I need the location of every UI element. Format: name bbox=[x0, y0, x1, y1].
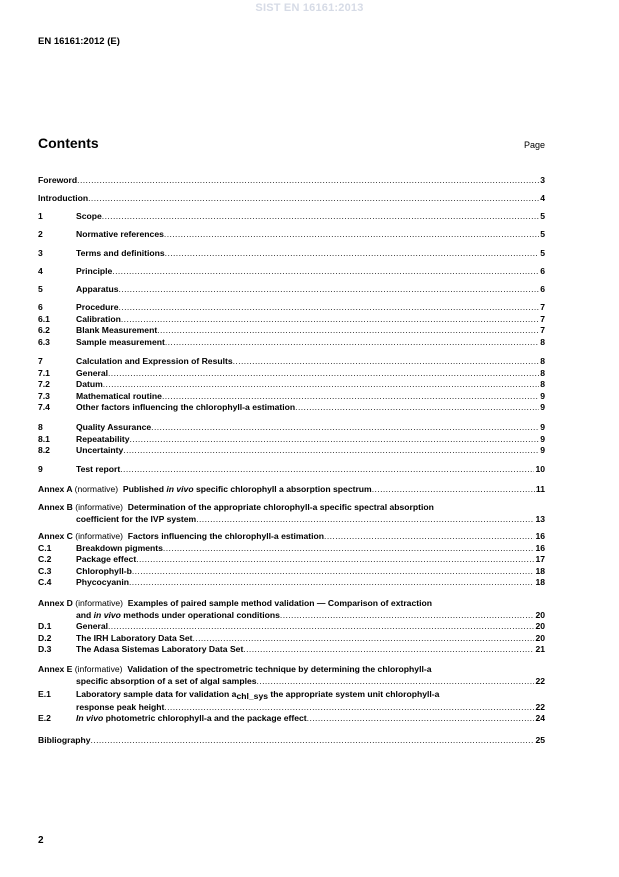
toc-number: 7.2 bbox=[38, 379, 50, 389]
toc-page: 9 bbox=[540, 433, 545, 444]
leader-dots bbox=[295, 402, 539, 414]
annex-title-line1: Examples of paired sample method validation — Comparison of extraction bbox=[127, 598, 432, 608]
toc-title: Procedure bbox=[76, 302, 119, 312]
toc-page: 20 bbox=[535, 609, 545, 620]
leader-dots bbox=[164, 229, 539, 241]
toc-page: 7 bbox=[540, 313, 545, 324]
toc-page: 9 bbox=[540, 402, 545, 412]
leader-dots bbox=[120, 464, 534, 476]
leader-dots bbox=[108, 621, 534, 633]
toc-title-line2: response peak height bbox=[76, 701, 165, 712]
annex-title-line2: coefficient for the IVP system bbox=[76, 513, 197, 524]
toc-page: 20 bbox=[535, 632, 545, 643]
toc-number: C.2 bbox=[38, 554, 52, 564]
page-number: 2 bbox=[38, 835, 44, 846]
toc-title: Repeatability bbox=[76, 433, 130, 444]
toc-number: 6.3 bbox=[38, 336, 50, 347]
toc-entry-annex-c[interactable] bbox=[38, 531, 545, 543]
toc-entry-2[interactable] bbox=[38, 229, 545, 241]
toc-page: 24 bbox=[535, 713, 545, 723]
annex-title: Factors influencing the chlorophyll-a estimation bbox=[127, 531, 325, 541]
leader-dots bbox=[157, 325, 539, 337]
toc-page: 7 bbox=[540, 302, 545, 312]
leader-dots bbox=[112, 266, 539, 278]
leader-dots bbox=[123, 445, 539, 457]
leader-dots bbox=[163, 543, 535, 555]
toc-page: 18 bbox=[535, 565, 545, 576]
leader-dots bbox=[102, 211, 539, 223]
annex-label: Annex E bbox=[38, 664, 73, 674]
toc-entry-d-2[interactable] bbox=[38, 633, 545, 645]
toc-page: 5 bbox=[540, 229, 545, 239]
toc-page: 8 bbox=[540, 356, 545, 366]
toc-title: Calculation and Expression of Results bbox=[76, 356, 233, 366]
toc-title: Blank Measurement bbox=[76, 325, 158, 335]
annex-title-line2: specific absorption of a set of algal samples bbox=[76, 675, 257, 686]
leader-dots bbox=[108, 368, 539, 380]
toc-number: D.1 bbox=[38, 621, 52, 631]
toc-page: 5 bbox=[540, 248, 545, 258]
toc-title: Package effect bbox=[76, 554, 137, 564]
toc-title: Uncertainty bbox=[76, 445, 124, 455]
annex-title-italic: in vivo bbox=[93, 609, 121, 620]
toc-entry-8-2[interactable] bbox=[38, 445, 545, 457]
toc-entry-4[interactable] bbox=[38, 266, 545, 278]
toc-entry-7-2[interactable] bbox=[38, 379, 545, 391]
toc-entry-6-2[interactable] bbox=[38, 325, 545, 337]
toc-group-7 bbox=[38, 356, 545, 414]
toc-entry-5[interactable] bbox=[38, 284, 545, 296]
annex-title-italic: in vivo bbox=[166, 484, 194, 494]
toc-title: Normative references bbox=[76, 229, 164, 239]
toc-number: 7.4 bbox=[38, 402, 50, 412]
toc-title: Breakdown pigments bbox=[76, 542, 163, 553]
toc-entry-7-1[interactable] bbox=[38, 368, 545, 380]
leader-dots bbox=[233, 356, 540, 368]
toc-title-post: photometric chlorophyll-a and the package effect bbox=[105, 713, 307, 723]
toc-number: 6 bbox=[38, 302, 43, 312]
leader-dots bbox=[196, 514, 534, 526]
toc-title: Introduction bbox=[38, 193, 89, 203]
toc-number: E.1 bbox=[38, 689, 51, 699]
toc-page: 9 bbox=[540, 422, 545, 432]
toc-page: 20 bbox=[535, 621, 545, 631]
toc-page: 9 bbox=[540, 445, 545, 455]
toc-number: 8.1 bbox=[38, 433, 50, 444]
toc-number: 8 bbox=[38, 422, 43, 432]
toc-entry-6[interactable] bbox=[38, 302, 545, 314]
leader-dots bbox=[88, 193, 539, 205]
toc-title: Sample measurement bbox=[76, 336, 165, 347]
toc-title: Scope bbox=[76, 211, 102, 221]
toc-title: Mathematical routine bbox=[76, 390, 162, 401]
toc-title: General bbox=[76, 367, 109, 378]
toc-page: 13 bbox=[535, 513, 545, 524]
toc-entry-7-3[interactable] bbox=[38, 391, 545, 403]
page-column-label: Page bbox=[523, 140, 545, 150]
toc-entry-annex-e[interactable] bbox=[38, 664, 545, 676]
annex-title-post: methods under operational conditions bbox=[123, 609, 280, 620]
toc-title-italic: In vivo bbox=[76, 713, 104, 723]
toc-title: Principle bbox=[76, 266, 113, 276]
toc-number: 6.1 bbox=[38, 313, 50, 324]
leader-dots bbox=[193, 633, 535, 645]
toc-number: 5 bbox=[38, 284, 43, 294]
leader-dots bbox=[324, 531, 534, 543]
toc-entry-7-4[interactable] bbox=[38, 402, 545, 414]
toc-title: Apparatus bbox=[76, 284, 119, 294]
toc-title-subscript: chl_sys bbox=[236, 691, 269, 701]
toc-page: 17 bbox=[535, 554, 545, 564]
toc-entry-1[interactable] bbox=[38, 211, 545, 223]
page-title: Contents bbox=[38, 135, 99, 151]
toc-number: C.1 bbox=[38, 542, 52, 553]
toc-number: D.2 bbox=[38, 632, 52, 643]
annex-label: Annex D bbox=[38, 598, 73, 608]
toc-page: 3 bbox=[540, 175, 545, 185]
leader-dots bbox=[151, 422, 539, 434]
leader-dots bbox=[257, 676, 535, 688]
toc-entry-e-2[interactable] bbox=[38, 713, 545, 725]
toc-entry-6-3[interactable] bbox=[38, 337, 545, 349]
toc-title: Chlorophyll-b bbox=[76, 565, 132, 576]
toc-title: Foreword bbox=[38, 175, 78, 185]
toc-page: 18 bbox=[535, 577, 545, 587]
toc-number: 7.3 bbox=[38, 390, 50, 401]
toc-entry-c-3[interactable] bbox=[38, 566, 545, 578]
toc-entry-c-4[interactable] bbox=[38, 577, 545, 589]
toc-number: 3 bbox=[38, 248, 43, 258]
leader-dots bbox=[165, 248, 540, 260]
toc-number: 2 bbox=[38, 229, 43, 239]
leader-dots bbox=[121, 314, 539, 326]
toc-number: C.3 bbox=[38, 565, 52, 576]
toc-title: Terms and definitions bbox=[76, 248, 165, 258]
leader-dots bbox=[162, 391, 539, 403]
toc-title: Quality Assurance bbox=[76, 422, 152, 432]
leader-dots bbox=[165, 337, 539, 349]
toc-page: 9 bbox=[540, 390, 545, 401]
annex-type: (informative) bbox=[75, 531, 124, 541]
toc-page: 21 bbox=[535, 644, 545, 654]
toc-group-annex-c bbox=[38, 531, 545, 589]
toc-entry-foreword[interactable] bbox=[38, 175, 545, 187]
leader-dots bbox=[136, 554, 534, 566]
toc-page: 8 bbox=[540, 367, 545, 378]
toc-group-8 bbox=[38, 422, 545, 457]
toc-number: 1 bbox=[38, 211, 43, 221]
annex-label: Annex A bbox=[38, 484, 73, 494]
toc-title-post: the appropriate system unit chlorophyll-a bbox=[270, 689, 440, 699]
leader-dots bbox=[243, 644, 534, 656]
toc-entry-c-1[interactable] bbox=[38, 543, 545, 555]
leader-dots bbox=[119, 284, 540, 296]
toc-entry-c-2[interactable] bbox=[38, 554, 545, 566]
toc-title: Calibration bbox=[76, 313, 121, 324]
toc-entry-3[interactable] bbox=[38, 248, 545, 260]
toc-entry-8-1[interactable] bbox=[38, 434, 545, 446]
toc-page: 8 bbox=[540, 336, 545, 347]
toc-group-6 bbox=[38, 302, 545, 348]
annex-title-pre: Published bbox=[122, 484, 164, 494]
toc-number: 8.2 bbox=[38, 445, 50, 455]
toc-entry-d-1[interactable] bbox=[38, 621, 545, 633]
toc-page: 6 bbox=[540, 284, 545, 294]
annex-type: (informative) bbox=[75, 502, 124, 512]
toc-title: The IRH Laboratory Data Set bbox=[76, 632, 193, 643]
toc-entry-annex-b[interactable] bbox=[38, 502, 545, 525]
annex-label: Annex B bbox=[38, 502, 73, 512]
toc-page: 5 bbox=[540, 211, 545, 221]
annex-label: Annex C bbox=[38, 531, 73, 541]
toc-page: 25 bbox=[535, 735, 545, 745]
annex-title-line1: Determination of the appropriate chlorophyll-a specific spectral absorption bbox=[127, 502, 434, 512]
standard-id: EN 16161:2012 (E) bbox=[38, 36, 120, 47]
leader-dots bbox=[129, 577, 534, 589]
toc-group-annex-e bbox=[38, 664, 545, 725]
toc-page: 16 bbox=[535, 531, 545, 541]
toc-title: Bibliography bbox=[38, 735, 91, 745]
toc-number: 7 bbox=[38, 356, 43, 366]
leader-dots bbox=[130, 434, 540, 446]
annex-type: (normative) bbox=[74, 484, 119, 494]
toc-entry-annex-a[interactable] bbox=[38, 484, 545, 496]
toc-number: 7.1 bbox=[38, 367, 50, 378]
toc-entry-6-1[interactable] bbox=[38, 314, 545, 326]
toc-title: Other factors influencing the chlorophyll-a estimation bbox=[76, 402, 296, 412]
toc-number: D.3 bbox=[38, 644, 52, 654]
leader-dots bbox=[164, 702, 534, 714]
leader-dots bbox=[119, 302, 540, 314]
toc-title: Phycocyanin bbox=[76, 577, 130, 587]
annex-title-post: specific chlorophyll a absorption spectrum bbox=[195, 484, 372, 494]
watermark: SIST EN 16161:2013 bbox=[255, 2, 364, 14]
toc-page: 8 bbox=[540, 379, 545, 389]
toc-entry-bibliography[interactable] bbox=[38, 735, 545, 747]
toc-title-pre: Laboratory sample data for validation a bbox=[76, 689, 237, 699]
toc-title: The Adasa Sistemas Laboratory Data Set bbox=[76, 644, 244, 654]
toc-title: Datum bbox=[76, 379, 103, 389]
toc-group-annex-d bbox=[38, 598, 545, 656]
annex-title-line1: Validation of the spectrometric technique by determining the chlorophyll-a bbox=[127, 664, 432, 674]
toc-page: 22 bbox=[535, 675, 545, 686]
annex-title-pre: and bbox=[76, 609, 92, 620]
leader-dots bbox=[280, 610, 535, 622]
toc-page: 6 bbox=[540, 266, 545, 276]
toc-entry-introduction[interactable] bbox=[38, 193, 545, 205]
toc-entry-d-3[interactable] bbox=[38, 644, 545, 656]
toc-number: 9 bbox=[38, 464, 43, 474]
toc-page: 16 bbox=[535, 542, 545, 553]
toc-page: 4 bbox=[540, 193, 545, 203]
toc-page: 10 bbox=[535, 464, 545, 474]
toc-page: 11 bbox=[535, 484, 545, 494]
toc-entry-annex-d[interactable] bbox=[38, 598, 545, 610]
toc-number: C.4 bbox=[38, 577, 52, 587]
leader-dots bbox=[91, 735, 535, 747]
toc-entry-8[interactable] bbox=[38, 422, 545, 434]
toc-number: 6.2 bbox=[38, 325, 50, 335]
leader-dots bbox=[103, 379, 539, 391]
leader-dots bbox=[307, 713, 535, 725]
leader-dots bbox=[132, 566, 535, 578]
toc-number: E.2 bbox=[38, 713, 51, 723]
leader-dots bbox=[372, 484, 535, 496]
annex-type: (informative) bbox=[75, 598, 124, 608]
toc-number: 4 bbox=[38, 266, 43, 276]
toc-page: 7 bbox=[540, 325, 545, 335]
toc-title: Test report bbox=[76, 464, 121, 474]
leader-dots bbox=[77, 175, 539, 187]
toc-entry-9[interactable] bbox=[38, 464, 545, 476]
annex-type: (informative) bbox=[74, 664, 123, 674]
toc-title: General bbox=[76, 621, 109, 631]
toc-entry-e-1[interactable] bbox=[38, 689, 545, 701]
toc-page: 22 bbox=[535, 701, 545, 712]
toc-entry-7[interactable] bbox=[38, 356, 545, 368]
